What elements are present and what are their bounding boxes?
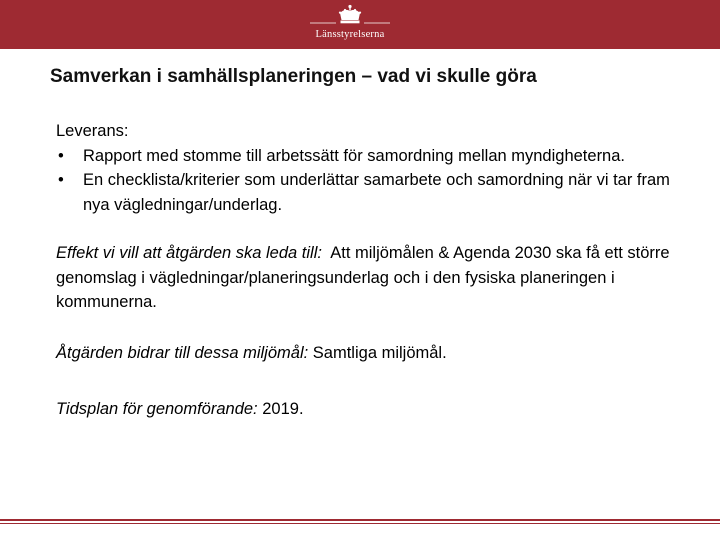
tidsplan-label: Tidsplan för genomförande: <box>56 400 258 418</box>
bidrar-section <box>56 341 676 366</box>
leverans-list <box>56 144 676 218</box>
slide-body <box>56 119 676 422</box>
list-item <box>56 144 676 169</box>
slide-title: Samverkan i samhällsplaneringen – vad vi skulle göra <box>50 66 537 87</box>
bullet-icon: • <box>58 171 64 189</box>
tidsplan-text: 2019. <box>262 400 304 418</box>
effekt-label: Effekt vi vill att åtgärden ska leda till: <box>56 244 322 262</box>
effekt-section <box>56 241 676 315</box>
header-bar <box>0 0 720 49</box>
footer-rule-thin <box>0 523 720 524</box>
tidsplan-section <box>56 397 676 422</box>
bullet-text: En checklista/kriterier som underlättar samarbete och samordning när vi tar fram nya vägledningar/underlag. <box>83 171 670 214</box>
logo-text: Länsstyrelserna <box>315 29 385 40</box>
bullet-text: Rapport med stomme till arbetssätt för samordning mellan myndigheterna. <box>83 146 625 165</box>
bidrar-text: Samtliga miljömål. <box>312 343 447 362</box>
leverans-label: Leverans: <box>56 122 129 140</box>
bidrar-label: Åtgärden bidrar till dessa miljömål: <box>56 343 309 362</box>
list-item <box>56 168 676 217</box>
lansstyrelserna-logo <box>300 3 400 45</box>
footer-rule <box>0 519 720 521</box>
effekt-text: Att miljömålen & Agenda 2030 ska få ett större genomslag i vägledningar/planeringsunderlag och i den fysiska planeringen i kommunerna. <box>56 244 670 311</box>
crown-icon <box>300 3 400 29</box>
bullet-icon: • <box>58 146 64 165</box>
